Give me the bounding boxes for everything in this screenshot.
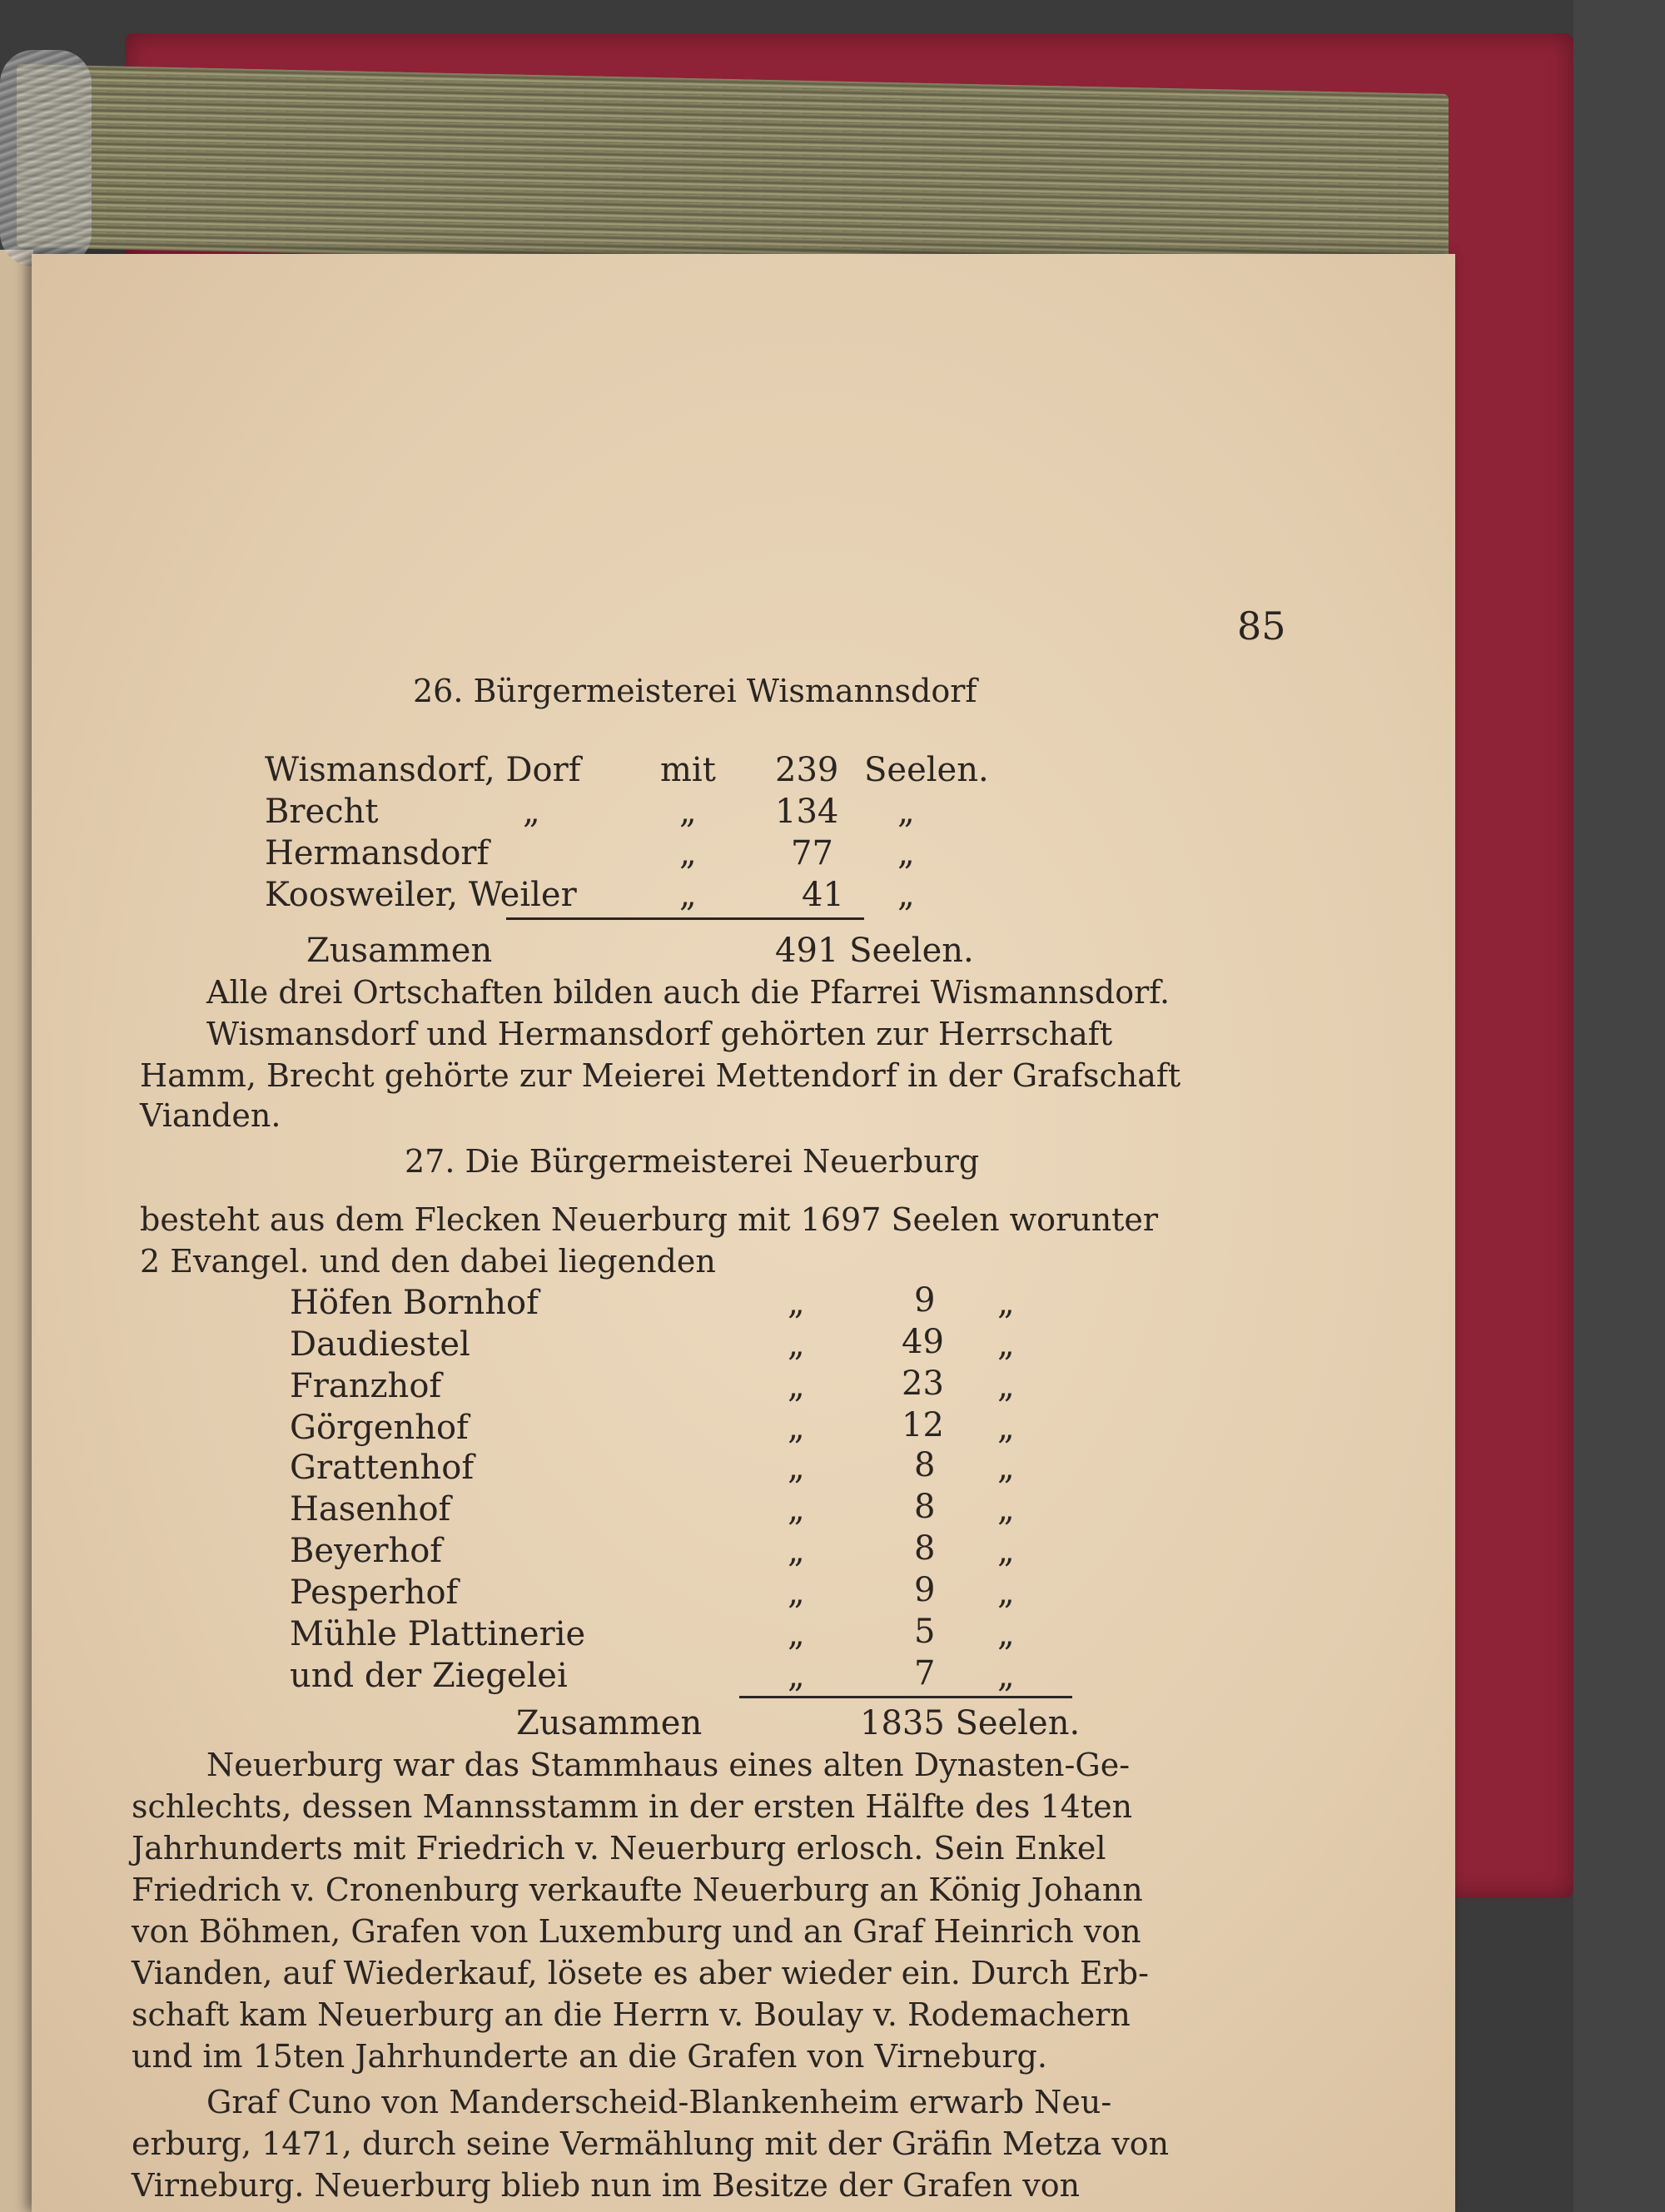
hamlet-number: 9 [914,1571,936,1609]
background-right [1573,0,1665,2212]
ditto-mark: „ [788,1449,805,1487]
paragraph-line: Virneburg. Neuerburg blieb nun im Besitze der Grafen von [132,2167,1081,2204]
hamlet-name: Daudiestel [290,1325,470,1364]
row-name: Koosweiler, Weiler [265,876,577,914]
paragraph-line: Vianden. [140,1097,281,1134]
paragraph-line: schlechts, dessen Mannsstamm in der ersten Hälfte des 14ten [132,1788,1133,1825]
hamlet-number: 8 [914,1446,936,1484]
intro-line: besteht aus dem Flecken Neuerburg mit 1697 Seelen worunter [140,1201,1159,1238]
ditto-mark: „ [997,1325,1015,1364]
hamlet-number: 5 [914,1613,936,1651]
paragraph-line: Neuerburg war das Stammhaus eines alten Dynasten-Ge- [206,1747,1131,1783]
ditto-mark: „ [788,1573,805,1612]
row-ditto: „ [523,793,540,831]
ditto-mark: „ [788,1367,805,1405]
row-name: Brecht [265,793,379,831]
hamlet-number: 8 [914,1529,936,1568]
paragraph-line: Hamm, Brecht gehörte zur Meierei Mettendorf in der Grafschaft [140,1057,1181,1094]
ditto-mark: „ [788,1325,805,1364]
paragraph-line: und im 15ten Jahrhunderte an die Grafen von Virneburg. [132,2038,1047,2075]
paragraph-line: Jahrhunderts mit Friedrich v. Neuerburg erlosch. Sein Enkel [132,1830,1106,1867]
ditto-mark: „ [788,1532,805,1570]
ditto-mark: „ [997,1490,1015,1529]
row-unit: „ [897,793,915,831]
bookmark-ribbon [0,50,92,266]
sum-rule [739,1696,1072,1698]
row-name: Hermansdorf [265,834,490,872]
row-unit: Seelen. [864,751,989,789]
row-number: 134 [775,793,839,831]
page-block-edges [17,64,1449,277]
ditto-mark: „ [997,1449,1015,1487]
row-mit: mit [660,751,716,789]
hamlet-name: Beyerhof [290,1532,443,1570]
total-label: Zusammen [516,1704,703,1742]
page-number: 85 [1237,604,1286,649]
hamlet-number: 7 [914,1654,936,1693]
hamlet-number: 49 [902,1323,944,1361]
paragraph-line: Wismansdorf und Hermansdorf gehörten zur Herrschaft [206,1016,1113,1052]
hamlet-number: 8 [914,1488,936,1526]
hamlet-name: Mühle Plattinerie [290,1615,586,1653]
ditto-mark: „ [997,1657,1015,1695]
paragraph-line: Friedrich v. Cronenburg verkaufte Neuerburg an König Johann [132,1872,1143,1908]
section-heading-26: 26. Bürgermeisterei Wismannsdorf [413,673,977,709]
left-page-edge [0,250,33,2212]
ditto-mark: „ [788,1657,805,1695]
row-mit: „ [679,793,697,831]
hamlet-number: 9 [914,1281,936,1320]
row-number: 41 [802,876,844,914]
hamlet-name: und der Ziegelei [290,1657,568,1695]
ditto-mark: „ [997,1573,1015,1612]
ditto-mark: „ [788,1615,805,1653]
ditto-mark: „ [997,1284,1015,1322]
intro-line: 2 Evangel. und den dabei liegenden [140,1243,716,1280]
total-value: 1835 Seelen. [860,1704,1081,1742]
hamlet-number: 23 [902,1364,944,1403]
ditto-mark: „ [788,1284,805,1322]
row-name: Wismansdorf, Dorf [265,751,581,789]
total-value: 491 Seelen. [775,932,974,970]
row-number: 77 [791,834,833,872]
ditto-mark: „ [788,1409,805,1447]
hamlet-name: Görgenhof [290,1409,469,1447]
ditto-mark: „ [997,1367,1015,1405]
row-number: 239 [775,751,839,789]
row-unit: „ [897,834,915,872]
hamlet-name: Grattenhof [290,1449,475,1487]
ditto-mark: „ [997,1532,1015,1570]
section-heading-27: 27. Die Bürgermeisterei Neuerburg [405,1143,980,1180]
hamlet-number: 12 [902,1406,944,1444]
hamlet-name: Franzhof [290,1367,442,1405]
paragraph-line: schaft kam Neuerburg an die Herrn v. Boulay v. Rodemachern [132,1996,1131,2033]
row-unit: „ [897,876,915,914]
paragraph-line: Alle drei Ortschaften bilden auch die Pfarrei Wismannsdorf. [206,974,1170,1011]
row-mit: „ [679,876,697,914]
ditto-mark: „ [997,1615,1015,1653]
book-page [32,254,1455,2212]
paragraph-line: Vianden, auf Wiederkauf, lösete es aber wieder ein. Durch Erb- [132,1955,1149,1991]
hamlet-name: Höfen Bornhof [290,1284,539,1322]
total-label: Zusammen [306,932,493,970]
paragraph-line: Graf Cuno von Manderscheid-Blankenheim erwarb Neu- [206,2084,1112,2120]
ditto-mark: „ [997,1409,1015,1447]
ditto-mark: „ [788,1490,805,1529]
hamlet-name: Hasenhof [290,1490,451,1529]
paragraph-line: von Böhmen, Grafen von Luxemburg und an Graf Heinrich von [132,1913,1141,1950]
row-mit: „ [679,834,697,872]
sum-rule [506,917,864,920]
hamlet-name: Pesperhof [290,1573,459,1612]
paragraph-line: erburg, 1471, durch seine Vermählung mit der Gräfin Metza von [132,2125,1170,2162]
